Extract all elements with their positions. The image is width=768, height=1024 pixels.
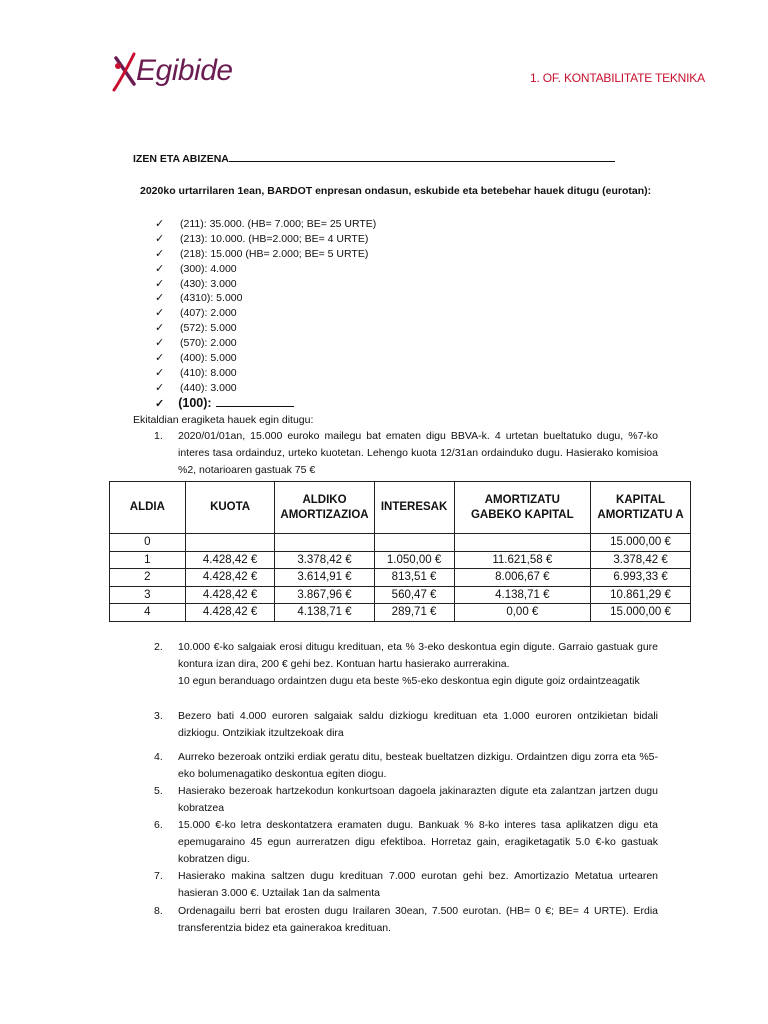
table-cell: 813,51 €: [374, 569, 454, 587]
checkmark-icon: ✓: [155, 277, 165, 290]
operation-text: Aurreko bezeroak ontziki erdiak geratu ditu, besteak bueltatzen dizkigu. Ordaintzen digu zorra eta %5-eko bolumenagatiko deskontua egiten diogu.: [178, 751, 658, 780]
account-100-blank[interactable]: [216, 396, 294, 407]
account-item: ✓ (572): 5.000: [155, 322, 237, 335]
operation-number: 2.: [154, 641, 163, 653]
table-cell: 11.621,58 €: [454, 551, 591, 569]
checkmark-icon: ✓: [155, 307, 165, 320]
operation-text: Hasierako bezeroak hartzekodun konkurtsoan dagoela jakinarazten digute eta zalantzan jartzen dugu kobratzea: [178, 785, 658, 814]
table-cell: 0: [110, 534, 186, 552]
table-cell: 4: [110, 604, 186, 622]
table-cell: 0,00 €: [454, 604, 591, 622]
table-cell: 3.378,42 €: [275, 551, 374, 569]
table-cell: 560,47 €: [374, 586, 454, 604]
table-header: KAPITAL AMORTIZATU A: [591, 482, 691, 534]
operation-item: [154, 639, 658, 689]
checkmark-icon: ✓: [155, 218, 165, 230]
course-title: 1. OF. KONTABILITATE TEKNIKA: [530, 71, 705, 85]
operation-item: [154, 903, 658, 937]
operation-item: [154, 783, 658, 817]
table-cell: 4.428,42 €: [185, 586, 275, 604]
table-cell: [454, 534, 591, 552]
checkmark-icon: ✓: [155, 352, 165, 365]
operation-number: 5.: [154, 785, 163, 797]
checkmark-icon: ✓: [155, 232, 165, 245]
egibide-logo-mark: [112, 48, 262, 100]
operation-item: [154, 708, 658, 742]
egibide-logo: [112, 48, 262, 100]
account-item: ✓ (211): 35.000. (HB= 7.000; BE= 25 URTE): [155, 218, 377, 230]
account-item: ✓ (570): 2.000: [155, 337, 237, 350]
table-cell: 4.138,71 €: [454, 586, 591, 604]
account-item: ✓ (218): 15.000 (HB= 2.000; BE= 5 URTE): [155, 247, 369, 260]
intro-paragraph: 2020ko urtarrilaren 1ean, BARDOT enpresan ondasun, eskubide eta betebehar hauek ditugu (eurotan):: [140, 185, 652, 197]
table-row: [110, 569, 691, 587]
checkmark-icon: ✓: [155, 262, 165, 275]
name-label: IZEN ETA ABIZENA: [133, 153, 229, 165]
table-cell: 15.000,00 €: [591, 534, 691, 552]
table-cell: 8.006,67 €: [454, 569, 591, 587]
account-item: ✓ (440): 3.000: [155, 381, 237, 394]
operation-text: 10.000 €-ko salgaiak erosi ditugu kredituan, eta % 3-eko deskontua egin digute. Garraio gastuak gure kontura izan dira, 200 € gehi bez. Kontuan hartu hasierako aurrerakina.: [178, 641, 658, 670]
operation-number: 7.: [154, 870, 163, 882]
table-cell: 3.378,42 €: [591, 551, 691, 569]
operation-item: [154, 749, 658, 783]
operation-text: Hasierako makina saltzen dugu kredituan 7.000 eurotan gehi bez. Amortizazio Metatua urtearen hasieran 3.000 €. Uztailak 1an da salmenta: [178, 870, 658, 899]
account-item: ✓ (4310): 5.000: [155, 292, 243, 305]
operation-item: [154, 817, 658, 867]
table-cell: [374, 534, 454, 552]
table-cell: 289,71 €: [374, 604, 454, 622]
table-header: KUOTA: [185, 482, 275, 534]
table-row: [110, 534, 691, 552]
table-cell: 1: [110, 551, 186, 569]
account-100-row: [155, 396, 294, 410]
checkmark-icon: ✓: [155, 398, 165, 410]
table-cell: 10.861,29 €: [591, 586, 691, 604]
operation-number: 8.: [154, 905, 163, 917]
account-item: ✓ (300): 4.000: [155, 262, 237, 275]
operation-number: 6.: [154, 819, 163, 831]
table-header: AMORTIZATU GABEKO KAPITAL: [454, 482, 591, 534]
checkmark-icon: ✓: [155, 337, 165, 350]
table-cell: 6.993,33 €: [591, 569, 691, 587]
account-list: [155, 217, 376, 396]
account-item: ✓ (430): 3.000: [155, 277, 237, 290]
account-100-label: (100):: [178, 396, 212, 410]
operation-number: 4.: [154, 751, 163, 763]
operation-text: 2020/01/01an, 15.000 euroko mailegu bat ematen digu BBVA-k. 4 urtetan bueltatuko dugu, %7-ko interes tasa ordainduz, urteko kuotetan. Lehengo kuota 12/31an ordainduko dugu. Hasierako komisioa %2, notarioaren gastuak 75 €: [178, 430, 658, 476]
table-cell: 3.867,96 €: [275, 586, 374, 604]
account-item: ✓ (410): 8.000: [155, 366, 237, 379]
table-cell: 4.428,42 €: [185, 551, 275, 569]
name-blank-line[interactable]: [229, 151, 615, 162]
table-row: [110, 604, 691, 622]
table-cell: 15.000,00 €: [591, 604, 691, 622]
name-field: [133, 151, 615, 165]
operation-text-extra: 10 egun beranduago ordaintzen dugu eta beste %5-eko deskontua egin digute goiz ordaintzeagatik: [178, 674, 640, 687]
table-cell: 2: [110, 569, 186, 587]
table-cell: 4.428,42 €: [185, 604, 275, 622]
operation-number: 3.: [154, 710, 163, 722]
table-row: [110, 586, 691, 604]
table-cell: 3.614,91 €: [275, 569, 374, 587]
checkmark-icon: ✓: [155, 381, 165, 394]
table-cell: 1.050,00 €: [374, 551, 454, 569]
table-header: ALDIKO AMORTIZAZIOA: [275, 482, 374, 534]
table-cell: 4.138,71 €: [275, 604, 374, 622]
operations-heading: Ekitaldian eragiketa hauek egin ditugu:: [133, 414, 314, 426]
operation-text: 15.000 €-ko letra deskontatzera eramaten dugu. Bankuak % 8-ko interes tasa aplikatzen digu eta epemugaraino 45 egun aurreratzen digu efektiboa. Horretaz gain, eragiketagatik 5.0 €-ko gastuak kobratzen digu.: [178, 819, 658, 865]
table-header: INTERESAK: [374, 482, 454, 534]
amortization-table: [109, 481, 691, 622]
operation-text: Bezero bati 4.000 euroren salgaiak saldu dizkiogu kredituan eta 1.000 euroren ontzikietan bidali dizkiogu. Ontzikiak itzultzekoak dira: [178, 710, 658, 739]
logo-wordmark: Egibide: [136, 54, 233, 87]
account-item: ✓ (213): 10.000. (HB=2.000; BE= 4 URTE): [155, 232, 369, 245]
account-item: ✓ (407): 2.000: [155, 307, 237, 320]
checkmark-icon: ✓: [155, 292, 165, 305]
operation-item: [154, 428, 658, 478]
operation-number: 1.: [154, 430, 163, 442]
table-header-row: [110, 482, 691, 534]
checkmark-icon: ✓: [155, 247, 165, 260]
table-cell: 4.428,42 €: [185, 569, 275, 587]
table-cell: [275, 534, 374, 552]
table-cell: 3: [110, 586, 186, 604]
table-cell: [185, 534, 275, 552]
account-item: ✓ (400): 5.000: [155, 352, 237, 365]
operation-text: Ordenagailu berri bat erosten dugu Irailaren 30ean, 7.500 eurotan. (HB= 0 €; BE= 4 URTE). Erdia transferentzia bidez eta gainerakoa kredituan.: [178, 905, 658, 934]
table-row: [110, 551, 691, 569]
checkmark-icon: ✓: [155, 322, 165, 335]
operation-item: [154, 868, 658, 902]
table-header: ALDIA: [110, 482, 186, 534]
checkmark-icon: ✓: [155, 366, 165, 379]
